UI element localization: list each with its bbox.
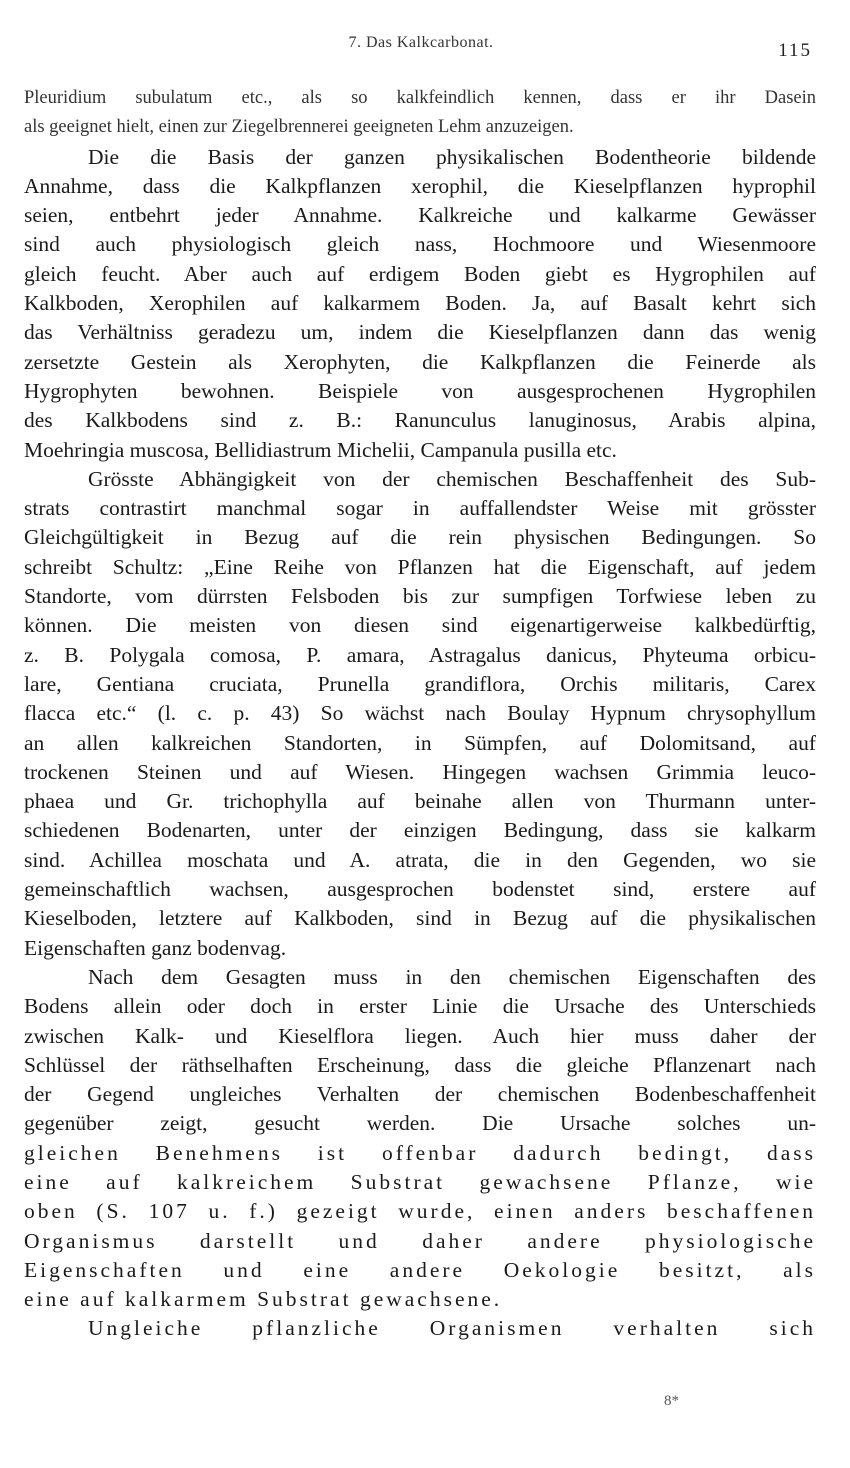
page-number: 115 (778, 40, 812, 61)
text-line: Pleuridium subulatum etc., als so kalkfeindlich kennen, dass er ihr Dasein (24, 88, 816, 108)
page-body (24, 84, 816, 1344)
text-line: eine auf kalkreichem Substrat gewachsene Pflanze, wie (24, 1169, 816, 1194)
text-line: zersetzte Gestein als Xerophyten, die Kalkpflanzen die Feinerde als (24, 349, 816, 374)
text-line: gleich feucht. Aber auch auf erdigem Boden giebt es Hygrophilen auf (24, 261, 816, 286)
text-line: Die die Basis der ganzen physikalischen Bodentheorie bildende (88, 144, 816, 169)
paragraph (24, 143, 816, 465)
paragraph (24, 465, 816, 963)
text-line: zwischen Kalk- und Kieselflora liegen. Auch hier muss daher der (24, 1023, 816, 1048)
text-line: schreibt Schultz: „Eine Reihe von Pflanzen hat die Eigenschaft, auf jedem (24, 554, 816, 579)
text-line: strats contrastirt manchmal sogar in auffallendster Weise mit grösster (24, 496, 816, 521)
text-line: flacca etc.“ (l. c. p. 43) So wächst nach Boulay Hypnum chrysophyllum (24, 701, 816, 726)
text-line: eine auf kalkarmem Substrat gewachsene. (24, 1287, 503, 1312)
text-line: Annahme, dass die Kalkpflanzen xerophil, die Kieselpflanzen hyprophil (24, 173, 816, 198)
text-line: schiedenen Bodenarten, unter der einzigen Bedingung, dass sie kalkarm (24, 818, 816, 843)
text-line: phaea und Gr. trichophylla auf beinahe allen von Thurmann unter- (24, 789, 816, 814)
text-line: an allen kalkreichen Standorten, in Sümpfen, auf Dolomitsand, auf (24, 730, 816, 755)
text-line: das Verhältniss geradezu um, indem die Kieselpflanzen dann das wenig (24, 320, 816, 345)
text-line: Ungleiche pflanzliche Organismen verhalten sich (88, 1316, 816, 1341)
text-line: Grösste Abhängigkeit von der chemischen Beschaffenheit des Sub- (88, 466, 816, 491)
text-line: sind. Achillea moschata und A. atrata, die in den Gegenden, wo sie (24, 847, 816, 872)
text-line: Kieselboden, letztere auf Kalkboden, sind in Bezug auf die physikalischen (24, 906, 816, 931)
text-line: gleichen Benehmens ist offenbar dadurch bedingt, dass (24, 1140, 816, 1165)
text-line: seien, entbehrt jeder Annahme. Kalkreiche und kalkarme Gewässer (24, 203, 816, 228)
signature-mark: 8* (664, 1393, 679, 1409)
text-line: Moehringia muscosa, Bellidiastrum Michelii, Campanula pusilla etc. (24, 437, 617, 462)
text-line: sind auch physiologisch gleich nass, Hochmoore und Wiesenmoore (24, 232, 816, 257)
running-head: 7. Das Kalkcarbonat. (348, 34, 494, 51)
text-line: gegenüber zeigt, gesucht werden. Die Ursache solches un- (24, 1111, 816, 1136)
paragraph (24, 84, 816, 143)
paragraph (24, 963, 816, 1315)
text-line: als geeignet hielt, einen zur Ziegelbrennerei geeigneten Lehm anzuzeigen. (24, 117, 574, 138)
text-line: oben (S. 107 u. f.) gezeigt wurde, einen anders beschaffenen (24, 1199, 816, 1224)
text-line: des Kalkbodens sind z. B.: Ranunculus lanuginosus, Arabis alpina, (24, 408, 816, 433)
text-line: trockenen Steinen und auf Wiesen. Hingegen wachsen Grimmia leuco- (24, 759, 816, 784)
text-line: der Gegend ungleiches Verhalten der chemischen Bodenbeschaffenheit (24, 1082, 816, 1107)
text-line: Bodens allein oder doch in erster Linie die Ursache des Unterschieds (24, 994, 816, 1019)
text-line: Nach dem Gesagten muss in den chemischen Eigenschaften des (88, 964, 816, 989)
text-line: lare, Gentiana cruciata, Prunella grandiflora, Orchis militaris, Carex (24, 671, 816, 696)
text-line: Eigenschaften und eine andere Oekologie besitzt, als (24, 1257, 816, 1282)
text-line: Schlüssel der räthselhaften Erscheinung, dass die gleiche Pflanzenart nach (24, 1052, 816, 1077)
text-line: können. Die meisten von diesen sind eigenartigerweise kalkbedürftig, (24, 613, 816, 638)
text-line: Kalkboden, Xerophilen auf kalkarmem Boden. Ja, auf Basalt kehrt sich (24, 291, 816, 316)
text-line: Organismus darstellt und daher andere physiologische (24, 1228, 816, 1253)
text-line: Hygrophyten bewohnen. Beispiele von ausgesprochenen Hygrophilen (24, 378, 816, 403)
text-line: z. B. Polygala comosa, P. amara, Astragalus danicus, Phyteuma orbicu- (24, 642, 816, 667)
page-header (22, 30, 820, 70)
text-line: Eigenschaften ganz bodenvag. (24, 935, 287, 960)
text-line: Gleichgültigkeit in Bezug auf die rein physischen Bedingungen. So (24, 525, 816, 550)
text-line: Standorte, vom dürrsten Felsboden bis zur sumpfigen Torfwiese leben zu (24, 584, 816, 609)
paragraph (24, 1314, 816, 1343)
text-line: gemeinschaftlich wachsen, ausgesprochen bodenstet sind, erstere auf (24, 877, 816, 902)
